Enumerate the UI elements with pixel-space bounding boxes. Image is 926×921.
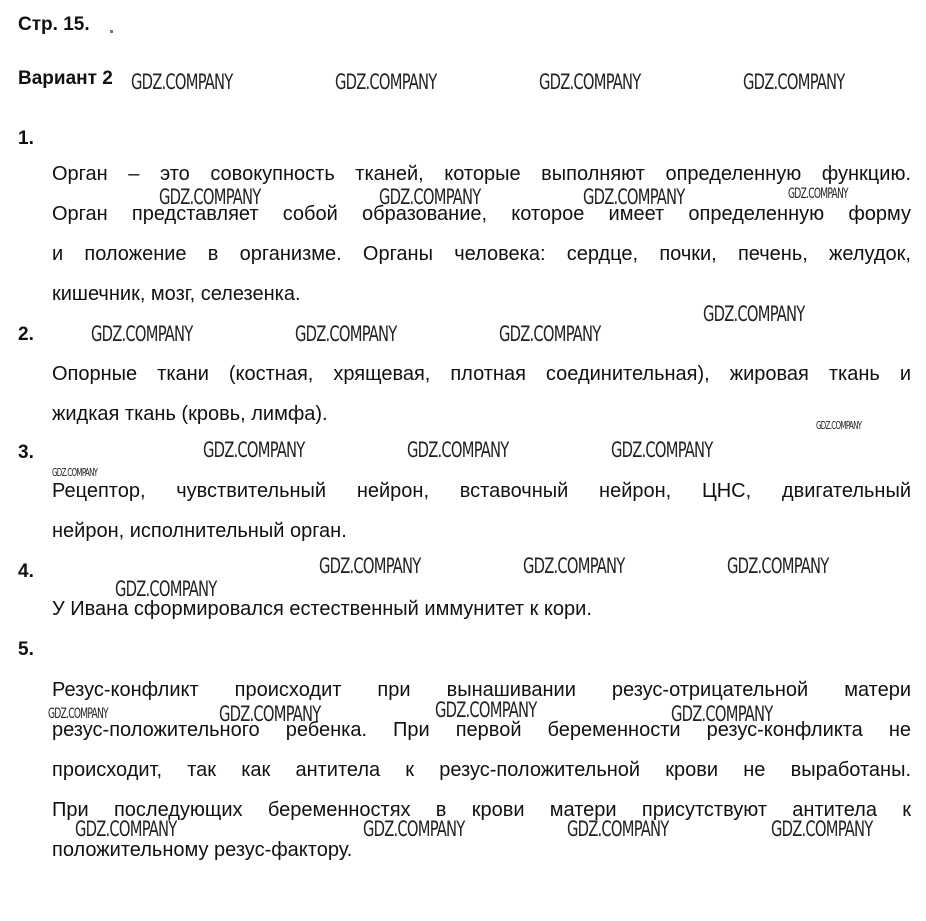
- watermark: GDZ.COMPANY: [219, 702, 321, 726]
- watermark: GDZ.COMPANY: [435, 698, 537, 722]
- answer-1-line-1: Орган – это совокупность тканей, которые выполняют определенную функцию.: [52, 163, 911, 185]
- watermark: GDZ.COMPANY: [771, 817, 873, 841]
- watermark: GDZ.COMPANY: [671, 702, 773, 726]
- watermark: GDZ.COMPANY: [131, 70, 233, 94]
- answer-3-text: [52, 471, 911, 551]
- watermark: GDZ.COMPANY: [788, 186, 848, 202]
- watermark: GDZ.COMPANY: [703, 302, 805, 326]
- answer-5-number: 5.: [18, 639, 34, 660]
- answer-5-line-1: Резус-конфликт происходит при вынашивании резус-отрицательной матери: [52, 679, 911, 701]
- page-label: Стр. 15.: [18, 14, 90, 35]
- watermark: GDZ.COMPANY: [816, 419, 862, 432]
- watermark: GDZ.COMPANY: [319, 554, 421, 578]
- answer-4-line-1: У Ивана сформировался естественный иммунитет к кори.: [52, 598, 592, 620]
- answer-1-line-2: Орган представляет собой образование, которое имеет определенную форму: [52, 203, 911, 225]
- watermark: GDZ.COMPANY: [611, 438, 713, 462]
- answer-3-line-2: нейрон, исполнительный орган.: [52, 520, 347, 542]
- watermark: GDZ.COMPANY: [539, 70, 641, 94]
- watermark: GDZ.COMPANY: [363, 817, 465, 841]
- answer-2-line-1: Опорные ткани (костная, хрящевая, плотная соединительная), жировая ткань и: [52, 363, 911, 385]
- answer-1-number: 1.: [18, 128, 34, 149]
- watermark: GDZ.COMPANY: [75, 817, 177, 841]
- answer-3-line-1: Рецептор, чувствительный нейрон, вставочный нейрон, ЦНС, двигательный: [52, 480, 911, 502]
- watermark: GDZ.COMPANY: [567, 817, 669, 841]
- watermark: GDZ.COMPANY: [499, 322, 601, 346]
- watermark: GDZ.COMPANY: [115, 577, 217, 601]
- watermark: GDZ.COMPANY: [295, 322, 397, 346]
- answer-3-number: 3.: [18, 442, 34, 463]
- watermark: GDZ.COMPANY: [743, 70, 845, 94]
- answer-5-line-5: положительному резус-фактору.: [52, 839, 353, 861]
- answer-2-number: 2.: [18, 324, 34, 345]
- watermark: GDZ.COMPANY: [335, 70, 437, 94]
- watermark: GDZ.COMPANY: [407, 438, 509, 462]
- answer-1-line-3: и положение в организме. Органы человека: сердце, почки, печень, желудок,: [52, 243, 911, 265]
- watermark: GDZ.COMPANY: [727, 554, 829, 578]
- watermark: GDZ.COMPANY: [91, 322, 193, 346]
- answer-1-line-4: кишечник, мозг, селезенка.: [52, 283, 301, 305]
- watermark: GDZ.COMPANY: [379, 185, 481, 209]
- watermark: GDZ.COMPANY: [52, 466, 98, 479]
- watermark: GDZ.COMPANY: [203, 438, 305, 462]
- variant-label: Вариант 2: [18, 68, 113, 89]
- answer-4-number: 4.: [18, 561, 34, 582]
- answer-2-text: [52, 354, 911, 434]
- answer-2-line-2: жидкая ткань (кровь, лимфа).: [52, 403, 328, 425]
- watermark: GDZ.COMPANY: [523, 554, 625, 578]
- answer-1-text: [52, 154, 911, 314]
- watermark: GDZ.COMPANY: [159, 185, 261, 209]
- answer-5-line-2: резус-положительного ребенка. При первой беременности резус-конфликта не: [52, 719, 911, 741]
- answer-5-line-3: происходит, так как антитела к резус-положительной крови не выработаны.: [52, 759, 911, 781]
- decorative-dot: [110, 30, 113, 33]
- watermark: GDZ.COMPANY: [48, 706, 108, 722]
- watermark: GDZ.COMPANY: [583, 185, 685, 209]
- answer-5-line-4: При последующих беременностях в крови матери присутствуют антитела к: [52, 799, 911, 821]
